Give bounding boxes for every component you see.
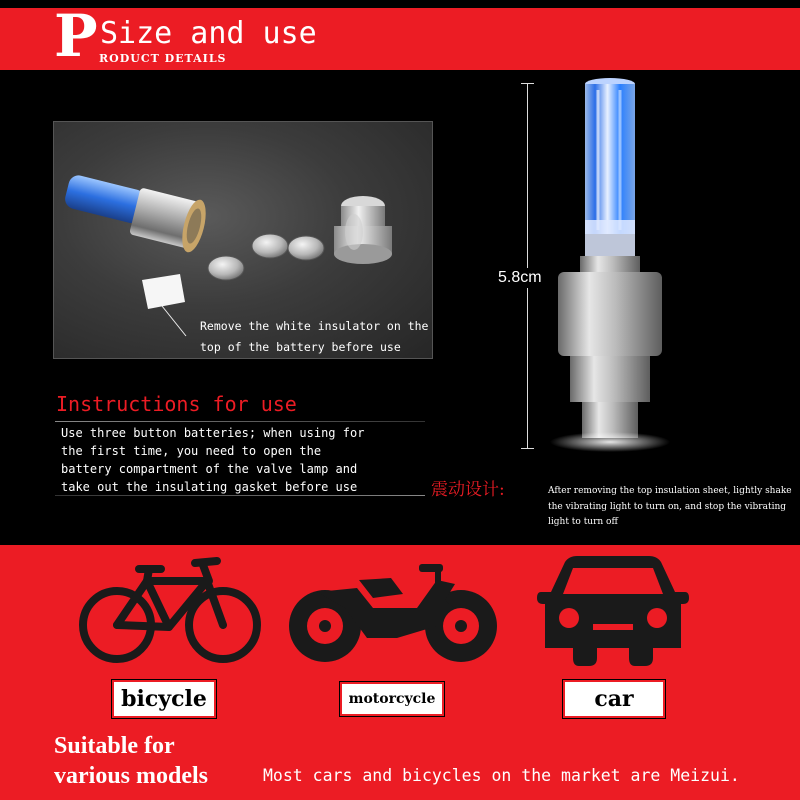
bicycle-icon: [77, 555, 263, 665]
motorcycle-label: motorcycle: [340, 682, 444, 716]
dimension-label: 5.8cm: [498, 269, 542, 286]
dimension-tick: [521, 448, 534, 449]
button-batteries: [208, 234, 324, 280]
dimension-tick: [521, 83, 534, 84]
instructions-title: Instructions for use: [56, 392, 297, 416]
dimension-line: [527, 83, 528, 449]
header-initial: P: [54, 2, 98, 70]
valve-lamp-product: [540, 70, 680, 470]
photo-caption: Remove the white insulator on the top of the battery before use: [200, 319, 429, 354]
white-insulator: [142, 274, 186, 336]
car-icon: [535, 554, 691, 668]
divider: [55, 421, 425, 422]
product-photo: [53, 121, 433, 359]
divider: [55, 495, 425, 496]
car-label: car: [563, 680, 665, 718]
vibration-text: After removing the top insulation sheet, lightly shake the vibrating light to turn on, and stop the vibrating light to turn off: [548, 486, 792, 527]
market-note: Most cars and bicycles on the market are Meizui.: [263, 766, 740, 785]
suitable-title: Suitable for various models: [54, 733, 209, 789]
header-title: Size and use: [100, 16, 317, 51]
header-subtitle: RODUCT DETAILS: [99, 52, 227, 65]
motorcycle-icon: [287, 556, 499, 664]
valve-lamp-body: [63, 173, 210, 254]
valve-lamp-cap: [334, 196, 392, 264]
bicycle-label: bicycle: [112, 680, 216, 718]
instructions-text: Use three button batteries; when using for the first time, you need to open the battery compartment of the valve lamp and take out the insulating gasket before use: [61, 426, 365, 494]
vibration-label: 震动设计:: [431, 480, 505, 500]
header: [0, 0, 800, 72]
